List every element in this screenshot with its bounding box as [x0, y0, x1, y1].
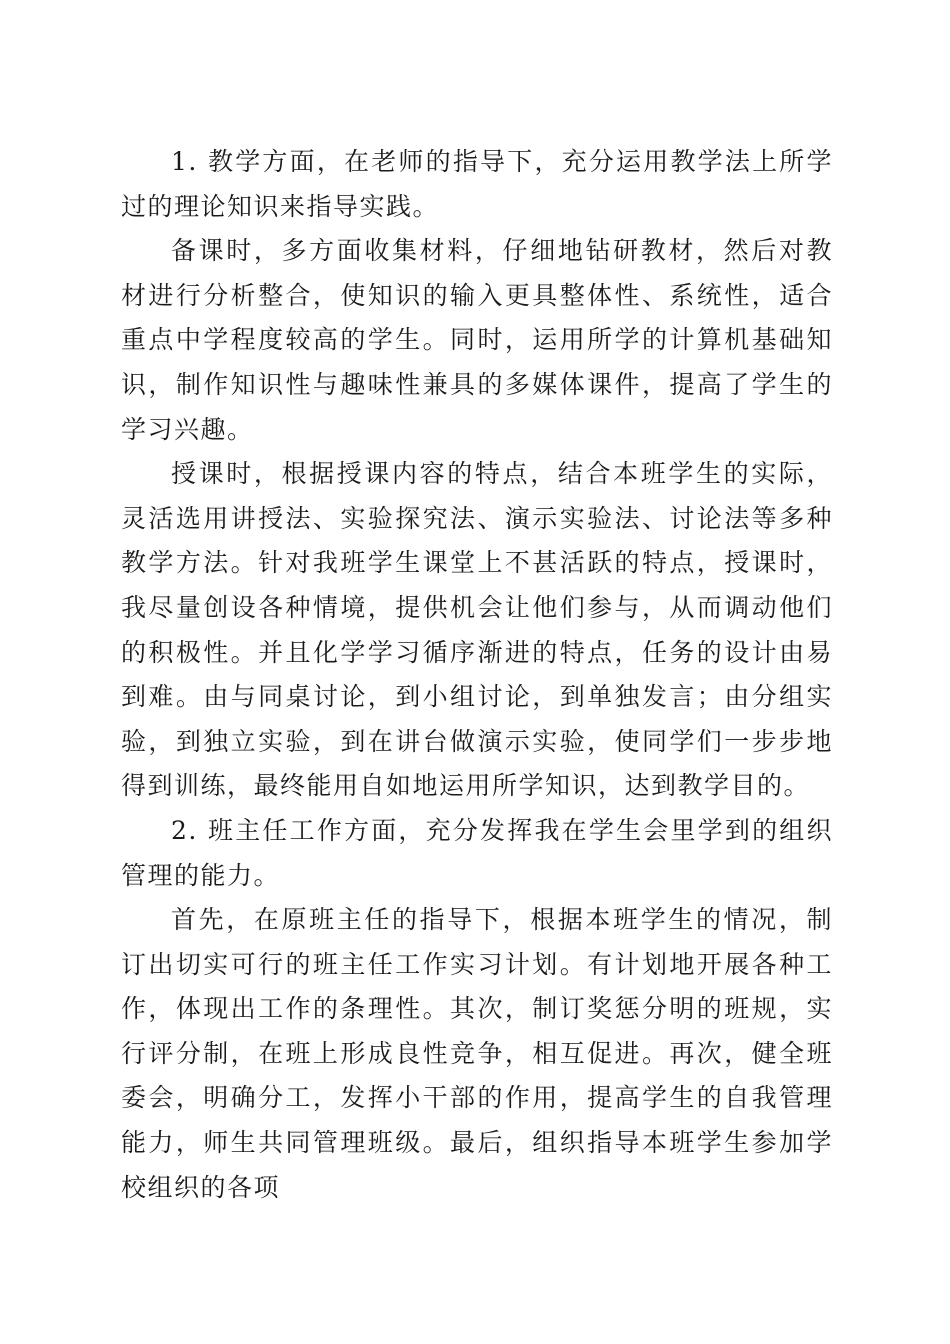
paragraph-lesson-prep: 备课时，多方面收集材料，仔细地钻研教材，然后对教材进行分析整合，使知识的输入更具整体性、系统性，适合重点中学程度较高的学生。同时，运用所学的计算机基础知识，制作知识性与趣味性兼具的多媒体课件，提高了学生的学习兴趣。 [121, 236, 833, 444]
paragraph-class-management: 首先，在原班主任的指导下，根据本班学生的情况，制订出切实可行的班主任工作实习计划。有计划地开展各种工作，体现出工作的条理性。其次，制订奖惩分明的班规，实行评分制，在班上形成良性竞争，相互促进。再次，健全班委会，明确分工，发挥小干部的作用，提高学生的自我管理能力，师生共同管理班级。最后，组织指导本班学生参加学校组织的各项 [121, 905, 833, 1202]
paragraph-class-teacher-heading: 2. 班主任工作方面，充分发挥我在学生会里学到的组织管理的能力。 [121, 815, 833, 890]
paragraph-lecturing: 授课时，根据授课内容的特点，结合本班学生的实际，灵活选用讲授法、实验探究法、演示实验法、讨论法等多种教学方法。针对我班学生课堂上不甚活跃的特点，授课时，我尽量创设各种情境，提供机会让他们参与，从而调动他们的积极性。并且化学学习循序渐进的特点，任务的设计由易到难。由与同桌讨论，到小组讨论，到单独发言；由分组实验，到独立实验，到在讲台做演示实验，使同学们一步步地得到训练，最终能用自如地运用所学知识，达到教学目的。 [121, 459, 833, 801]
document-body [121, 140, 833, 1210]
paragraph-teaching-heading: 1. 教学方面，在老师的指导下，充分运用教学法上所学过的理论知识来指导实践。 [121, 147, 833, 221]
